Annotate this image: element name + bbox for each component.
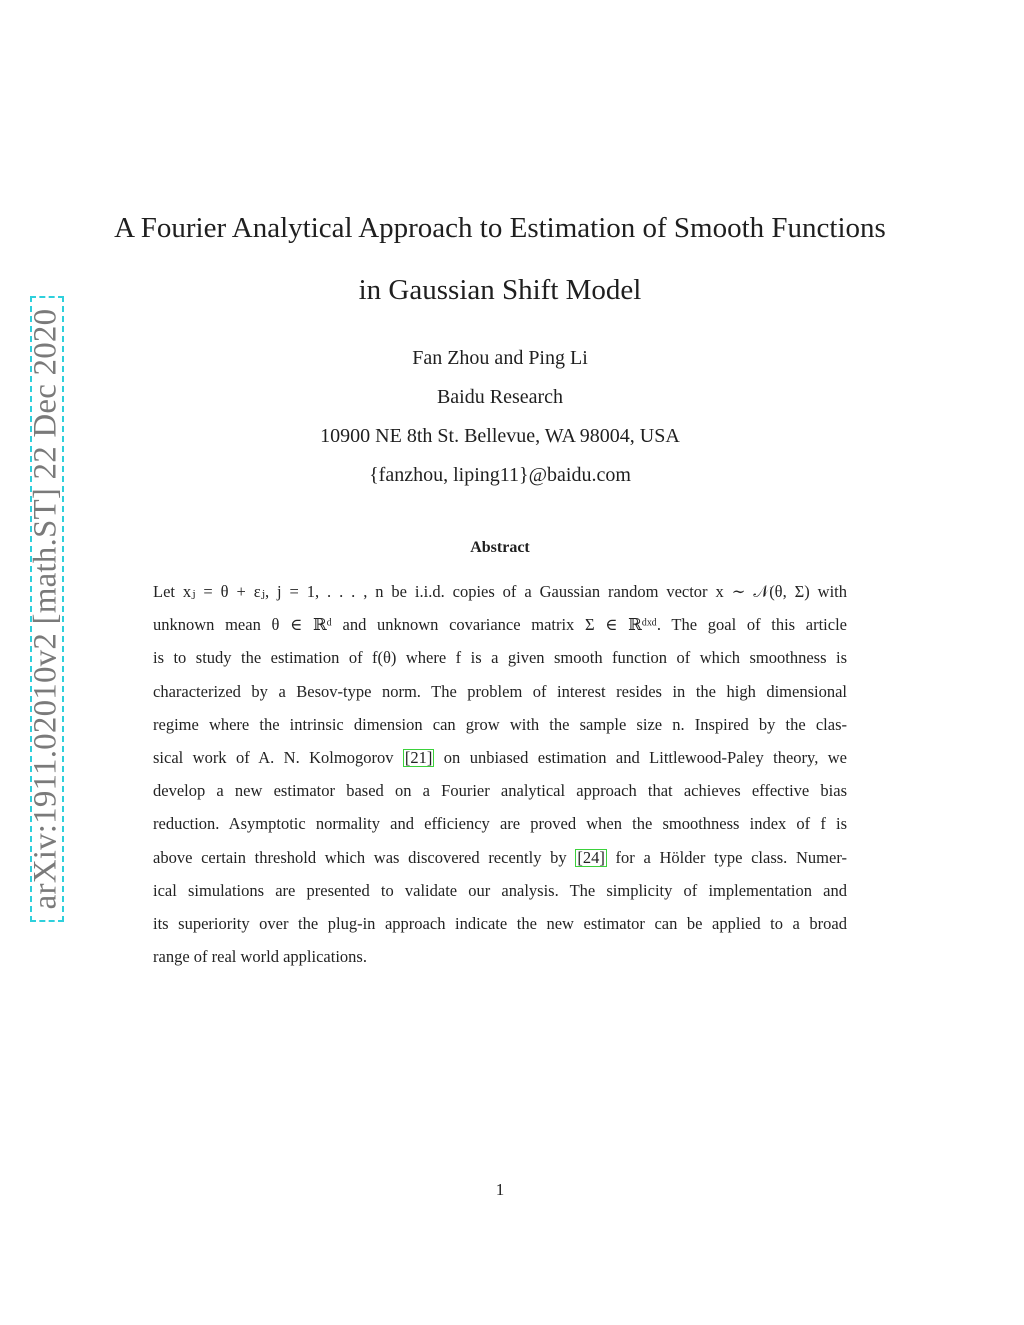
abstract-line: [153, 746, 847, 779]
email-address: {fanzhou, liping11}@baidu.com: [369, 464, 631, 486]
citation-link-24[interactable]: [24]: [577, 847, 605, 867]
abstract-text: on unbiased estimation and Littlewood-Paley theory, we: [434, 747, 847, 767]
abstract-line: unknown mean θ ∈ ℝᵈ and unknown covariance matrix Σ ∈ ℝᵈˣᵈ. The goal of this article: [153, 615, 847, 635]
affiliation: Baidu Research: [436, 386, 564, 408]
authors: Fan Zhou and Ping Li: [412, 347, 588, 369]
abstract-line: characterized by a Besov-type norm. The problem of interest resides in the high dimensional: [153, 681, 847, 701]
abstract-text: above certain threshold which was discovered recently by: [153, 847, 576, 867]
abstract-line: [153, 846, 847, 879]
arxiv-identifier[interactable]: arXiv:1911.02010v2 [math.ST] 22 Dec 2020: [27, 308, 64, 910]
citation-link-21[interactable]: [21]: [404, 747, 433, 767]
abstract-line: ical simulations are presented to validate our analysis. The simplicity of implementation and: [153, 880, 847, 900]
abstract-body: [153, 580, 847, 978]
address: 10900 NE 8th St. Bellevue, WA 98004, USA: [320, 425, 680, 447]
abstract-line: range of real world applications.: [153, 947, 367, 967]
page-number: 1: [495, 1180, 505, 1199]
abstract-text: sical work of A. N. Kolmogorov: [153, 747, 403, 767]
abstract-line: regime where the intrinsic dimension can grow with the sample size n. Inspired by the clas-: [153, 714, 847, 734]
abstract-line: is to study the estimation of f(θ) where f is a given smooth function of which smoothness is: [153, 648, 847, 668]
abstract-line: Let xⱼ = θ + εⱼ, j = 1, . . . , n be i.i.d. copies of a Gaussian random vector x ∼ 𝒩(θ, Σ) with: [153, 582, 847, 601]
paper-title-line-2: in Gaussian Shift Model: [358, 274, 642, 306]
paper-title-line-1: A Fourier Analytical Approach to Estimation of Smooth Functions: [114, 212, 886, 244]
abstract-text: for a Hölder type class. Numer-: [606, 847, 847, 867]
abstract-heading: Abstract: [470, 539, 530, 556]
abstract-line: its superiority over the plug-in approach indicate the new estimator can be applied to a broad: [153, 913, 847, 933]
abstract-line: reduction. Asymptotic normality and efficiency are proved when the smoothness index of f is: [153, 814, 847, 834]
abstract-line: develop a new estimator based on a Fourier analytical approach that achieves effective bias: [153, 781, 847, 801]
